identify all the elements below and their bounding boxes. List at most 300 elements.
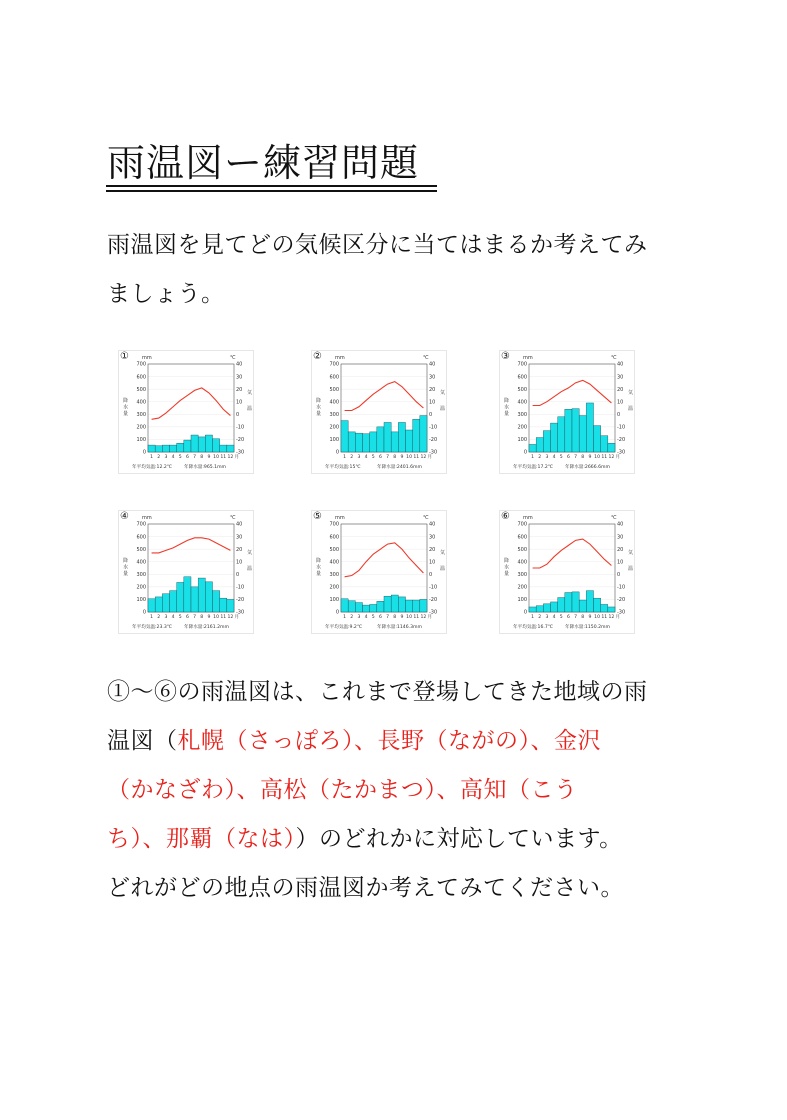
temp-tick-label: 10 (617, 559, 624, 566)
month-label: 12 (608, 615, 615, 620)
precip-bar (406, 430, 413, 452)
annual-precip-label: 年降水量:2666.6mm (565, 465, 610, 470)
precip-tick-label: 300 (329, 411, 339, 418)
precip-tick-label: 0 (523, 609, 527, 616)
precip-bar (213, 591, 220, 612)
precip-axis-label: 降 (504, 398, 510, 404)
precip-axis-label: 水 (504, 564, 510, 571)
month-label: 11 (413, 455, 420, 460)
temp-tick-label: -30 (429, 609, 438, 616)
temp-tick-label: -30 (236, 609, 245, 616)
precip-tick-label: 0 (142, 449, 146, 456)
precip-bar (348, 601, 355, 612)
precip-bar (558, 417, 565, 452)
climate-chart-1 (118, 350, 254, 474)
climate-chart-6 (499, 510, 635, 634)
temp-tick-label: 30 (617, 374, 624, 381)
month-label: 3 (545, 455, 549, 460)
month-label: 7 (193, 615, 197, 620)
precip-bar (355, 603, 362, 612)
climate-chart-4 (118, 510, 254, 634)
precip-bar (543, 431, 550, 452)
precip-tick-label: 500 (136, 546, 146, 553)
precip-bar (363, 434, 370, 452)
temp-tick-label: 40 (429, 361, 436, 368)
city-list-end: ち）、那覇（なは） (107, 826, 296, 852)
precip-tick-label: 500 (136, 386, 146, 393)
precip-tick-label: 400 (136, 399, 146, 406)
avg-temp-label: 年平均気温:16.7℃ (513, 625, 553, 630)
question-line-2 (107, 717, 687, 766)
avg-temp-label: 年平均気温:23.3℃ (132, 625, 172, 630)
precip-tick-label: 300 (517, 411, 527, 418)
annual-precip-label: 年降水量:1146.3mm (377, 625, 422, 630)
climate-chart-3 (499, 350, 635, 474)
temp-tick-label: -20 (236, 437, 245, 444)
month-label: 1 (531, 455, 535, 460)
precip-bar (355, 433, 362, 452)
precip-bar (170, 445, 177, 452)
precip-tick-label: 700 (136, 521, 146, 528)
temp-unit: ℃ (611, 355, 617, 361)
precip-bar (551, 602, 558, 612)
precip-tick-label: 300 (517, 571, 527, 578)
precip-bar (177, 443, 184, 452)
month-label: 8 (581, 455, 585, 460)
temp-tick-label: 20 (236, 546, 243, 553)
temp-tick-label: 10 (236, 559, 243, 566)
precip-axis-label: 水 (504, 404, 510, 411)
precip-bar (579, 600, 586, 612)
chart-svg (311, 350, 447, 474)
temp-tick-label: -10 (236, 424, 245, 431)
chart-svg (118, 350, 254, 474)
chart-svg (499, 510, 635, 634)
precip-axis-label: 水 (123, 564, 129, 571)
precip-bar (205, 582, 212, 612)
temp-tick-label: -30 (617, 449, 626, 456)
precip-bar (413, 600, 420, 612)
precip-tick-label: 300 (329, 571, 339, 578)
precip-bar (420, 599, 427, 612)
precip-tick-label: 600 (329, 374, 339, 381)
precip-bar (536, 438, 543, 452)
month-label: 8 (393, 615, 397, 620)
temp-tick-label: 10 (617, 399, 624, 406)
temp-tick-label: 0 (236, 411, 240, 418)
temp-axis-label: 温 (247, 566, 253, 572)
month-label: 7 (574, 455, 578, 460)
precip-bar (586, 403, 593, 452)
precip-bar (213, 439, 220, 452)
temp-tick-label: 20 (617, 546, 624, 553)
temp-unit: ℃ (423, 355, 429, 361)
precip-bar (384, 422, 391, 452)
temp-tick-label: 20 (617, 386, 624, 393)
temp-axis-label: 気 (440, 550, 446, 556)
month-label: 12 (227, 455, 234, 460)
precip-tick-label: 700 (136, 361, 146, 368)
temp-tick-label: 40 (236, 361, 243, 368)
precip-bar (565, 409, 572, 452)
annual-precip-label: 年降水量:2161.2mm (184, 625, 229, 630)
precip-axis-label: 量 (504, 571, 510, 577)
temp-tick-label: 0 (429, 571, 433, 578)
month-label: 2 (350, 615, 354, 620)
month-label: 3 (357, 455, 361, 460)
question-line-4 (107, 815, 687, 864)
precip-axis-label: 降 (123, 558, 129, 564)
precip-bar (529, 444, 536, 452)
precip-bar (601, 436, 608, 452)
month-label: 11 (413, 615, 420, 620)
precip-tick-label: 400 (136, 559, 146, 566)
month-label: 1 (343, 615, 347, 620)
month-unit: 月 (427, 455, 433, 460)
temp-tick-label: -30 (429, 449, 438, 456)
precip-bar (565, 593, 572, 612)
precip-bar (148, 599, 155, 612)
precip-bar (184, 440, 191, 452)
precip-bar (198, 437, 205, 452)
month-label: 3 (164, 455, 168, 460)
month-label: 1 (531, 615, 535, 620)
precip-bar (377, 601, 384, 612)
precip-tick-label: 400 (329, 399, 339, 406)
precip-tick-label: 0 (523, 449, 527, 456)
precip-bar (155, 597, 162, 612)
temp-axis-label: 気 (628, 390, 634, 396)
precip-tick-label: 100 (329, 597, 339, 604)
precip-tick-label: 0 (335, 609, 339, 616)
precip-tick-label: 500 (329, 386, 339, 393)
month-label: 9 (207, 455, 211, 460)
precip-axis-label: 水 (316, 564, 322, 571)
precip-tick-label: 200 (136, 424, 146, 431)
temp-tick-label: -10 (429, 424, 438, 431)
month-label: 12 (420, 455, 427, 460)
month-label: 4 (171, 615, 175, 620)
precip-bar (162, 445, 169, 452)
precip-bar (198, 578, 205, 612)
precip-unit: mm (335, 515, 345, 521)
month-label: 3 (357, 615, 361, 620)
precip-tick-label: 600 (136, 534, 146, 541)
temp-tick-label: -20 (429, 437, 438, 444)
precip-bar (529, 607, 536, 612)
question-text: 温図（ (107, 728, 178, 754)
month-label: 10 (406, 615, 413, 620)
precip-unit: mm (523, 515, 533, 521)
month-label: 11 (601, 615, 608, 620)
precip-axis-label: 量 (123, 411, 129, 417)
precip-bar (370, 604, 377, 612)
precip-bar (170, 591, 177, 612)
precip-bar (579, 416, 586, 452)
precip-tick-label: 500 (517, 386, 527, 393)
temp-tick-label: 40 (617, 521, 624, 528)
chart-number: ⑥ (501, 511, 510, 522)
precip-bar (608, 443, 615, 452)
month-unit: 月 (615, 615, 621, 620)
precip-tick-label: 600 (517, 374, 527, 381)
month-label: 10 (213, 455, 220, 460)
precip-bar (220, 445, 227, 452)
precip-axis-label: 降 (316, 558, 322, 564)
chart-number: ③ (501, 351, 510, 362)
temp-tick-label: 20 (429, 546, 436, 553)
precip-bar (594, 598, 601, 612)
precip-bar (377, 427, 384, 452)
chart-number: ① (120, 351, 129, 362)
temp-tick-label: 0 (617, 571, 621, 578)
month-label: 1 (150, 615, 154, 620)
temp-tick-label: -30 (617, 609, 626, 616)
precip-tick-label: 200 (517, 424, 527, 431)
precip-bar (184, 577, 191, 612)
temp-unit: ℃ (423, 515, 429, 521)
precip-tick-label: 100 (329, 437, 339, 444)
month-unit: 月 (427, 615, 433, 620)
precip-tick-label: 200 (329, 424, 339, 431)
temp-axis-label: 気 (440, 390, 446, 396)
precip-bar (551, 423, 558, 452)
month-label: 1 (150, 455, 154, 460)
precip-tick-label: 300 (136, 571, 146, 578)
intro-line-1: 雨温図を見てどの気候区分に当てはまるか考えてみ (107, 232, 648, 258)
precip-bar (191, 435, 198, 452)
month-label: 5 (178, 615, 182, 620)
precip-bar (391, 595, 398, 612)
temp-tick-label: 30 (429, 374, 436, 381)
month-label: 5 (371, 615, 375, 620)
precip-tick-label: 0 (142, 609, 146, 616)
precip-tick-label: 100 (517, 437, 527, 444)
month-label: 9 (588, 455, 592, 460)
precip-tick-label: 500 (329, 546, 339, 553)
precip-tick-label: 200 (329, 584, 339, 591)
temp-axis-label: 温 (440, 406, 446, 412)
temp-tick-label: 30 (429, 534, 436, 541)
month-label: 10 (594, 615, 601, 620)
precip-axis-label: 量 (316, 411, 322, 417)
temp-tick-label: 10 (236, 399, 243, 406)
month-label: 11 (220, 615, 227, 620)
precip-unit: mm (523, 355, 533, 361)
city-list: 札幌（さっぽろ）、長野（ながの）、金沢 (177, 728, 601, 754)
precip-tick-label: 400 (329, 559, 339, 566)
climate-chart-2 (311, 350, 447, 474)
temp-tick-label: -20 (617, 597, 626, 604)
temp-axis-label: 気 (247, 390, 253, 396)
precip-bar (536, 606, 543, 612)
month-unit: 月 (234, 615, 240, 620)
month-label: 2 (538, 455, 542, 460)
month-label: 12 (227, 615, 234, 620)
month-label: 6 (378, 455, 382, 460)
precip-bar (398, 422, 405, 452)
precip-bar (162, 594, 169, 612)
temp-axis-label: 温 (247, 406, 253, 412)
month-label: 10 (213, 615, 220, 620)
precip-bar (155, 446, 162, 452)
month-label: 7 (574, 615, 578, 620)
precip-axis-label: 水 (123, 404, 129, 411)
month-label: 2 (157, 455, 161, 460)
month-label: 6 (566, 455, 570, 460)
precip-bar (384, 596, 391, 612)
question-text-end: ）のどれかに対応しています。 (295, 826, 623, 852)
precip-bar (406, 600, 413, 612)
temp-tick-label: 20 (429, 386, 436, 393)
precip-bar (227, 445, 234, 452)
precip-tick-label: 0 (335, 449, 339, 456)
precip-tick-label: 200 (136, 584, 146, 591)
temp-tick-label: 0 (429, 411, 433, 418)
chart-number: ④ (120, 511, 129, 522)
month-unit: 月 (234, 455, 240, 460)
month-label: 5 (178, 455, 182, 460)
precip-bar (220, 598, 227, 612)
precip-bar (205, 435, 212, 452)
temp-tick-label: 40 (429, 521, 436, 528)
temp-tick-label: 40 (236, 521, 243, 528)
question-paragraph (107, 668, 687, 913)
temp-tick-label: -10 (236, 584, 245, 591)
precip-tick-label: 600 (136, 374, 146, 381)
precip-tick-label: 600 (329, 534, 339, 541)
chart-svg (499, 350, 635, 474)
month-label: 3 (545, 615, 549, 620)
question-line-3: （かなざわ）、高松（たかまつ）、高知（こう (107, 777, 578, 803)
intro-line-2: ましょう。 (107, 281, 225, 307)
precip-tick-label: 100 (517, 597, 527, 604)
precip-tick-label: 400 (517, 559, 527, 566)
precip-bar (586, 591, 593, 612)
month-label: 7 (386, 615, 390, 620)
temp-tick-label: -20 (617, 437, 626, 444)
month-label: 2 (157, 615, 161, 620)
month-label: 7 (193, 455, 197, 460)
title-underline-top (106, 185, 437, 187)
precip-bar (341, 421, 348, 452)
chart-svg (311, 510, 447, 634)
temp-tick-label: -10 (429, 584, 438, 591)
month-label: 4 (171, 455, 175, 460)
precip-bar (363, 605, 370, 612)
annual-precip-label: 年降水量:1150.2mm (565, 625, 610, 630)
precip-bar (177, 582, 184, 612)
month-label: 5 (559, 455, 563, 460)
precip-tick-label: 600 (517, 534, 527, 541)
temp-axis-label: 温 (440, 566, 446, 572)
precip-bar (572, 592, 579, 612)
temp-unit: ℃ (230, 355, 236, 361)
precip-axis-label: 降 (123, 398, 129, 404)
temp-tick-label: 10 (429, 559, 436, 566)
question-line-1: ①〜⑥の雨温図は、これまで登場してきた地域の雨 (107, 679, 648, 705)
page-title: 雨温図ー練習問題 (107, 141, 420, 185)
precip-bar (341, 599, 348, 612)
month-label: 5 (371, 455, 375, 460)
month-label: 11 (601, 455, 608, 460)
temp-tick-label: 30 (236, 534, 243, 541)
month-label: 12 (608, 455, 615, 460)
precip-bar (370, 432, 377, 452)
precip-tick-label: 200 (517, 584, 527, 591)
month-label: 4 (552, 455, 556, 460)
precip-bar (391, 432, 398, 452)
temp-tick-label: -20 (429, 597, 438, 604)
title-underline-bottom (106, 190, 437, 192)
month-label: 3 (164, 615, 168, 620)
precip-bar (191, 587, 198, 612)
temp-tick-label: 0 (617, 411, 621, 418)
temp-unit: ℃ (611, 515, 617, 521)
temp-tick-label: 10 (429, 399, 436, 406)
precip-unit: mm (142, 355, 152, 361)
month-label: 8 (393, 455, 397, 460)
temp-axis-label: 気 (247, 550, 253, 556)
avg-temp-label: 年平均気温:9.2℃ (325, 625, 362, 630)
precip-bar (558, 598, 565, 612)
temp-tick-label: 0 (236, 571, 240, 578)
temp-axis-label: 気 (628, 550, 634, 556)
chart-number: ⑤ (313, 511, 322, 522)
temp-tick-label: 30 (236, 374, 243, 381)
month-label: 4 (364, 455, 368, 460)
month-label: 2 (538, 615, 542, 620)
precip-bar (413, 419, 420, 452)
precip-tick-label: 100 (136, 597, 146, 604)
month-label: 6 (566, 615, 570, 620)
month-unit: 月 (615, 455, 621, 460)
chart-svg (118, 510, 254, 634)
precip-axis-label: 水 (316, 404, 322, 411)
precip-unit: mm (335, 355, 345, 361)
precip-bar (420, 416, 427, 452)
avg-temp-label: 年平均気温:12.2℃ (132, 465, 172, 470)
precip-tick-label: 500 (517, 546, 527, 553)
temp-tick-label: 30 (617, 534, 624, 541)
temp-axis-label: 温 (628, 406, 634, 412)
month-label: 11 (220, 455, 227, 460)
precip-axis-label: 量 (123, 571, 129, 577)
intro-paragraph (107, 221, 687, 319)
precip-bar (594, 426, 601, 452)
precip-tick-label: 700 (329, 361, 339, 368)
temp-unit: ℃ (230, 515, 236, 521)
precip-bar (148, 445, 155, 452)
month-label: 12 (420, 615, 427, 620)
annual-precip-label: 年降水量:2401.6mm (377, 465, 422, 470)
climate-chart-5 (311, 510, 447, 634)
month-label: 4 (552, 615, 556, 620)
precip-bar (398, 597, 405, 612)
precip-bar (608, 607, 615, 612)
month-label: 6 (185, 615, 189, 620)
precip-axis-label: 量 (504, 411, 510, 417)
precip-unit: mm (142, 515, 152, 521)
temp-tick-label: -10 (617, 424, 626, 431)
precip-tick-label: 400 (517, 399, 527, 406)
month-label: 9 (207, 615, 211, 620)
temp-axis-label: 温 (628, 566, 634, 572)
precip-axis-label: 降 (504, 558, 510, 564)
question-line-5: どれがどの地点の雨温図か考えてみてください。 (107, 875, 624, 901)
avg-temp-label: 年平均気温:17.2℃ (513, 465, 553, 470)
month-label: 6 (185, 455, 189, 460)
